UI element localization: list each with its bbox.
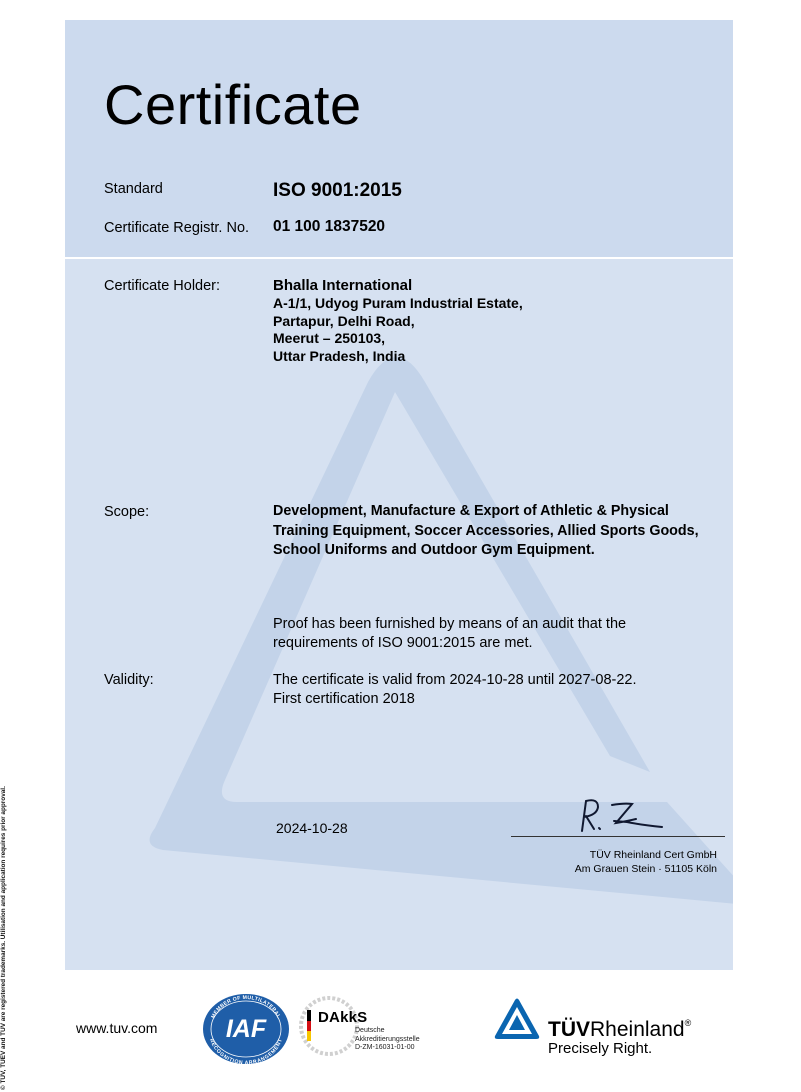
tuv-slogan: Precisely Right. [548, 1040, 653, 1057]
holder-name: Bhalla International [273, 277, 413, 294]
dakks-id: D-ZM-16031-01-00 [355, 1044, 415, 1051]
registered-mark: ® [684, 1018, 692, 1028]
signature-icon [572, 795, 668, 837]
scope-label: Scope: [104, 504, 150, 520]
standard-value: ISO 9001:2015 [273, 180, 402, 201]
svg-text:MEMBER OF MULTILATERAL: MEMBER OF MULTILATERAL [210, 994, 282, 1020]
proof-statement: Proof has been furnished by means of an audit that the requirements of ISO 9001:2015 are met. [273, 616, 627, 651]
first-certification: First certification 2018 [273, 690, 415, 707]
issuer-name: TÜV Rheinland Cert GmbH [589, 849, 717, 861]
svg-text:IAF: IAF [225, 1015, 267, 1043]
validity-label: Validity: [104, 672, 154, 688]
website-link[interactable]: www.tuv.com [76, 1020, 158, 1036]
issue-date: 2024-10-28 [276, 820, 348, 836]
registration-label: Certificate Registr. No. [104, 220, 250, 236]
standard-label: Standard [104, 181, 163, 197]
tuv-brand-bold: TÜV [548, 1018, 590, 1041]
iaf-logo-icon [202, 992, 290, 1066]
holder-address [273, 277, 523, 366]
tuv-triangle-icon [494, 998, 540, 1040]
issuer-address: Am Grauen Stein · 51105 Köln [574, 863, 717, 875]
holder-label: Certificate Holder: [104, 278, 221, 294]
trademark-notice: © TÜV, TUEV and TUV are registered trademarks. Utilisation and application requires prior approval. [0, 786, 7, 1090]
holder-address-line: Uttar Pradesh, India [273, 348, 406, 365]
scope-text: Development, Manufacture & Export of Athletic & Physical Training Equipment, Soccer Accessories, Allied Sports Goods, School Uniforms and Outdoor Gym Equipment. [273, 503, 699, 558]
signature-line [511, 836, 725, 837]
tuv-brand-regular: Rheinland [590, 1018, 685, 1041]
tuv-rheinland-brand [548, 1011, 691, 1042]
issuer-block [575, 848, 717, 876]
holder-address-line: A-1/1, Udyog Puram Industrial Estate, [273, 294, 523, 311]
validity-text [273, 671, 733, 708]
svg-text:RECOGNITION ARRANGEMENT: RECOGNITION ARRANGEMENT [208, 1037, 284, 1066]
dakks-logo-icon [299, 992, 359, 1066]
holder-address-line: Partapur, Delhi Road, [273, 312, 415, 329]
validity-period: The certificate is valid from 2024-10-28 until 2027-08-22. [273, 672, 637, 688]
dakks-subtitle: Akkreditierungsstelle [355, 1035, 420, 1043]
holder-address-line: Meerut – 250103, [273, 330, 386, 347]
registration-value: 01 100 1837520 [273, 218, 386, 235]
dakks-name: DAkkS [318, 1009, 368, 1026]
certificate-title: Certificate [104, 73, 362, 136]
dakks-caption [355, 1027, 420, 1053]
dakks-subtitle: Deutsche [355, 1027, 385, 1034]
